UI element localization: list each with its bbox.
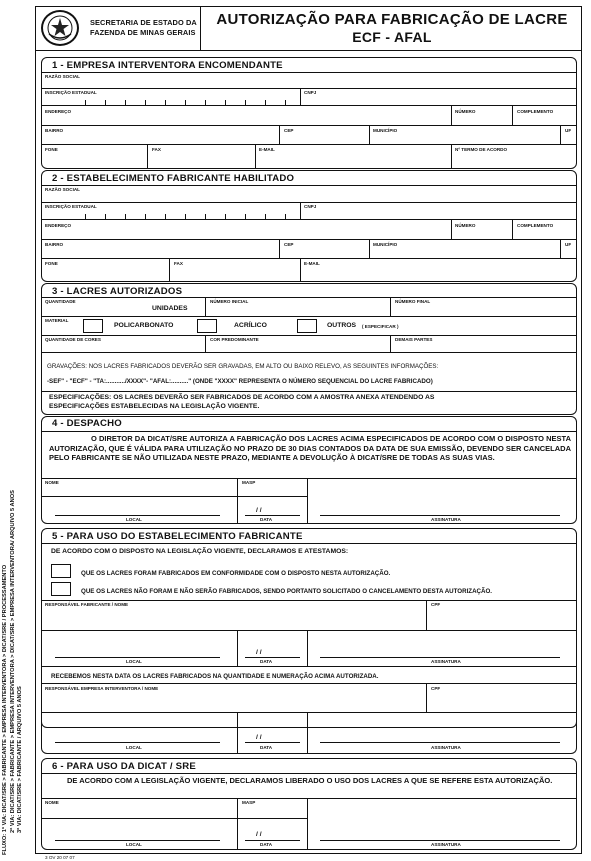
s1-cnpj-label: CNPJ xyxy=(304,90,317,95)
section-5-rule xyxy=(41,543,577,544)
flow-line-1: FLUXO: 1ª VIA: DICAT/SRE > FABRICANTE > EMPRESA INTERVENTORA > DICAT/SRE / PROCESSAMENTO xyxy=(2,564,8,855)
s2-email-label: E-MAIL xyxy=(304,261,320,266)
s1-email-label: E-MAIL xyxy=(259,147,275,152)
s5-resp-fabricante-field[interactable] xyxy=(44,606,422,628)
form-title: AUTORIZAÇÃO PARA FABRICAÇÃO DE LACRE xyxy=(216,11,568,28)
s2-col-line xyxy=(369,239,370,258)
s2-endereco-field[interactable] xyxy=(44,227,448,237)
s2-bairro-field[interactable] xyxy=(44,246,276,256)
s6-col-line xyxy=(307,798,308,850)
s6-local-label: LOCAL xyxy=(126,842,142,847)
s4-masp-label: MASP xyxy=(242,480,256,485)
s1-ie-field[interactable] xyxy=(44,94,298,104)
s3-acrilico-label: ACRÍLICO xyxy=(234,322,267,329)
s2-ie-label: INSCRIÇÃO ESTADUAL xyxy=(45,204,97,209)
s4-assinatura-label: ASSINATURA xyxy=(431,517,461,522)
s4-local-line xyxy=(55,515,220,516)
s6-liberado-text: DE ACORDO COM A LEGISLAÇÃO VIGENTE, DECLARAMOS LIBERADO O USO DOS LACRES A QUE SE REFERE ESTA AUTORIZAÇÃO. xyxy=(67,776,553,785)
s5-opt2-label: QUE OS LACRES NÃO FORAM E NÃO SERÃO FABRICADOS, SENDO PORTANTO SOLICITADO O CANCELAMENTO DESTA AUTORIZAÇÃO. xyxy=(81,588,493,595)
s2-cnpj-field[interactable] xyxy=(303,208,574,218)
s6-assinatura-line xyxy=(320,840,560,841)
s5-resp-interventora-label: RESPONSÁVEL EMPRESA INTERVENTORA / NOME xyxy=(45,686,159,691)
s6-local-line xyxy=(55,840,220,841)
s5-col-line xyxy=(307,712,308,754)
s1-row-line xyxy=(41,105,577,106)
s1-termo-label: Nº TERMO DE ACORDO xyxy=(455,147,508,152)
s5-col-line xyxy=(237,712,238,754)
s1-col-line xyxy=(147,144,148,169)
s6-masp-label: MASP xyxy=(242,800,256,805)
s2-row-line xyxy=(41,258,577,259)
s5-local2-field[interactable] xyxy=(44,716,234,740)
s1-bairro-label: BAIRRO xyxy=(45,128,64,133)
s5-assinatura2-line xyxy=(320,742,560,743)
s3-row-line xyxy=(41,352,577,353)
s3-numero-final-label: NÚMERO FINAL xyxy=(395,299,431,304)
s5-col-line xyxy=(307,630,308,666)
s2-endereco-label: ENDEREÇO xyxy=(45,223,72,228)
section-2-rule xyxy=(41,185,577,186)
s3-qtd-cores-label: QUANTIDADE DE CORES xyxy=(45,337,101,342)
s1-col-line xyxy=(451,105,452,125)
s5-resp-interventora-field[interactable] xyxy=(44,690,422,710)
s5-row-line xyxy=(41,666,577,667)
s3-cor-predominante-label: COR PREDOMINANTE xyxy=(210,337,259,342)
s6-row-line xyxy=(41,798,577,799)
s2-cnpj-label: CNPJ xyxy=(304,204,317,209)
s5-recebemos-text: RECEBEMOS NESTA DATA OS LACRES FABRICADOS NA QUANTIDADE E NUMERAÇÃO ACIMA AUTORIZADA. xyxy=(51,673,379,680)
s5-cpf2-label: CPF xyxy=(431,686,441,691)
s3-codigo-text: -SEF" - "ECF" - "TA:.........../XXXX"- "AFAL:.........." (ONDE "XXXX" REPRESENTA O NÚMERO SEQUENCIAL DO LACRE FABRICADO) xyxy=(47,378,433,385)
s4-masp-field[interactable] xyxy=(240,484,305,494)
s6-assinatura-field[interactable] xyxy=(310,802,574,839)
s5-col-line xyxy=(237,630,238,666)
flow-routing-text xyxy=(2,490,25,855)
s1-fax-label: FAX xyxy=(152,147,161,152)
s1-col-line xyxy=(560,125,561,144)
s5-cpf2-field[interactable] xyxy=(429,690,574,710)
s3-col-line xyxy=(390,297,391,316)
s6-nome-label: NOME xyxy=(45,800,59,805)
s1-row-line xyxy=(41,88,577,89)
s5-assinatura-label: ASSINATURA xyxy=(431,659,461,664)
s4-local-label: LOCAL xyxy=(126,517,142,522)
s2-bairro-label: BAIRRO xyxy=(45,242,64,247)
s4-data-line xyxy=(245,515,300,516)
section-6-title: 6 - PARA USO DA DICAT / SRE xyxy=(52,761,196,772)
s5-local2-label: LOCAL xyxy=(126,745,142,750)
s4-nome-field[interactable] xyxy=(44,484,234,494)
s5-data-label: DATA xyxy=(260,659,273,664)
s5-opt1-label: QUE OS LACRES FORAM FABRICADOS EM CONFORMIDADE COM O DISPOSTO NESTA AUTORIZAÇÃO. xyxy=(81,570,391,577)
s3-gravacoes-text: GRAVAÇÕES: NOS LACRES FABRICADOS DEVERÃO SER GRAVADAS, EM ALTO OU BAIXO RELEVO, AS SEGUINTES INFORMAÇÕES: xyxy=(47,363,439,370)
org-name-line1: SECRETARIA DE ESTADO DA xyxy=(90,18,197,27)
s3-col-line xyxy=(205,335,206,352)
s2-col-line xyxy=(300,258,301,282)
s1-fone-label: FONE xyxy=(45,147,58,152)
s4-date-slashes[interactable]: / / xyxy=(256,507,262,514)
s3-row-line xyxy=(41,316,577,317)
s6-row-line xyxy=(41,818,307,819)
form-subtitle: ECF - AFAL xyxy=(352,29,432,45)
s5-assinatura-line xyxy=(320,657,560,658)
s6-data-line xyxy=(245,840,300,841)
s2-uf-label: UF xyxy=(565,242,572,247)
s2-row-line xyxy=(41,202,577,203)
s5-date-slashes[interactable]: / / xyxy=(256,649,262,656)
s4-assinatura-line xyxy=(320,515,560,516)
s5-row-line xyxy=(41,600,577,601)
s5-local-label: LOCAL xyxy=(126,659,142,664)
org-name-line2: FAZENDA DE MINAS GERAIS xyxy=(90,28,196,37)
s3-col-line xyxy=(205,297,206,316)
s4-despacho-text: O DIRETOR DA DICAT/SRE AUTORIZA A FABRICAÇÃO DOS LACRES ACIMA ESPECIFICADOS DE ACORDO COM O DISPOSTO NESTA AUTORIZAÇÃO, QUE É VÁLIDA PARA UTILIZAÇÃO NO PRAZO DE 30 DIAS CONTADOS DA DATA DE SUA EMISSÃO, DEVENDO SER CANCELADA PELO FABRICANTE SE NÃO UTILIZADA NESTE PRAZO, MEDIANTE A DEVOLUÇÃO À DICAT/SRE DE TODAS AS SUAS VIAS. xyxy=(49,434,571,463)
s1-row-line xyxy=(41,125,577,126)
s5-cpf-field[interactable] xyxy=(429,606,574,628)
s4-data-label: DATA xyxy=(260,517,273,522)
s1-endereco-field[interactable] xyxy=(44,113,448,123)
s1-row-line xyxy=(41,144,577,145)
s5-row-line xyxy=(41,630,577,631)
s1-numero-label: NÚMERO xyxy=(455,109,476,114)
s2-col-line xyxy=(560,239,561,258)
s3-material-label: MATERIAL xyxy=(45,318,69,323)
header-divider xyxy=(35,50,582,51)
s3-outros-label: OUTROS xyxy=(327,322,357,329)
coat-of-arms-icon xyxy=(45,14,75,42)
s3-especificar-label: ( ESPECIFICAR ) xyxy=(362,324,399,329)
s4-assinatura-field[interactable] xyxy=(310,482,574,514)
s1-col-line xyxy=(279,125,280,144)
nao-fabricados-checkbox[interactable] xyxy=(51,582,71,596)
s2-complemento-label: COMPLEMENTO xyxy=(517,223,554,228)
s2-cep-label: CEP xyxy=(284,242,294,247)
section-5-title: 5 - PARA USO DO ESTABELECIMENTO FABRICANTE xyxy=(52,531,303,542)
s1-cnpj-field[interactable] xyxy=(303,94,574,104)
s4-local-field[interactable] xyxy=(44,499,234,513)
section-6-rule xyxy=(41,773,577,774)
s3-demais-partes-label: DEMAIS PARTES xyxy=(395,337,433,342)
s3-col-line xyxy=(390,335,391,352)
outros-checkbox[interactable] xyxy=(297,319,317,333)
acrilico-checkbox[interactable] xyxy=(197,319,217,333)
section-1-rule xyxy=(41,72,577,73)
s5-local-field[interactable] xyxy=(44,634,234,656)
section-2-title: 2 - ESTABELECIMENTO FABRICANTE HABILITADO xyxy=(52,173,295,184)
s2-fax-label: FAX xyxy=(174,261,183,266)
s1-endereco-label: ENDEREÇO xyxy=(45,109,72,114)
s2-razao-social-label: RAZÃO SOCIAL xyxy=(45,187,80,192)
s1-cep-label: CEP xyxy=(284,128,294,133)
s2-razao-social-field[interactable] xyxy=(44,191,574,201)
s4-nome-label: NOME xyxy=(45,480,59,485)
s6-nome-field[interactable] xyxy=(44,804,234,816)
s3-row-line xyxy=(41,335,577,336)
s1-col-line xyxy=(451,144,452,169)
s2-municipio-label: MUNICÍPIO xyxy=(373,242,398,247)
s4-row-line xyxy=(41,496,307,497)
s1-col-line xyxy=(369,125,370,144)
s5-local-line xyxy=(55,657,220,658)
s6-data-label: DATA xyxy=(260,842,273,847)
s6-assinatura-label: ASSINATURA xyxy=(431,842,461,847)
section-1-title: 1 - EMPRESA INTERVENTORA ENCOMENDANTE xyxy=(52,60,283,71)
s5-date2-slashes[interactable]: / / xyxy=(256,734,262,741)
s3-especificacoes-line2: ESPECIFICAÇÕES ESTABELECIDAS NA LEGISLAÇÃO VIGENTE. xyxy=(49,403,260,410)
s1-ie-label: INSCRIÇÃO ESTADUAL xyxy=(45,90,97,95)
s2-fone-label: FONE xyxy=(45,261,58,266)
s5-assinatura2-field[interactable] xyxy=(310,716,574,740)
state-coat-of-arms-logo xyxy=(41,10,79,46)
s5-data2-line xyxy=(245,742,300,743)
s5-local2-line xyxy=(55,742,220,743)
s3-especificacoes-line1: ESPECIFICAÇÕES: OS LACRES DEVERÃO SER FABRICADOS DE ACORDO COM A AMOSTRA ANEXA ATENDENDO AS xyxy=(49,394,435,401)
s4-col-line xyxy=(307,478,308,524)
s5-col-line xyxy=(426,683,427,712)
s1-uf-label: UF xyxy=(565,128,572,133)
s5-assinatura-field[interactable] xyxy=(310,634,574,656)
s1-col-line xyxy=(512,105,513,125)
header-divider-vertical xyxy=(200,6,201,50)
s1-col-line xyxy=(300,88,301,105)
s3-policarbonato-label: POLICARBONATO xyxy=(114,322,174,329)
section-3-title: 3 - LACRES AUTORIZADOS xyxy=(52,286,183,297)
s4-col-line xyxy=(237,478,238,496)
s2-col-line xyxy=(169,258,170,282)
s1-col-line xyxy=(255,144,256,169)
flow-line-2: 2ª VIA: DICAT/SRE > FABRICANTE > EMPRESA INTERVENTORA > DICAT/SRE > EMPRESA INTERVENTORA/ ARQUIVO 5 ANOS xyxy=(9,490,16,833)
s6-col-line xyxy=(237,798,238,850)
s6-masp-field[interactable] xyxy=(240,804,305,816)
s5-declaramos-text: DE ACORDO COM O DISPOSTO NA LEGISLAÇÃO VIGENTE, DECLARAMOS E ATESTAMOS: xyxy=(51,548,349,555)
fabricados-checkbox[interactable] xyxy=(51,564,71,578)
s1-razao-social-label: RAZÃO SOCIAL xyxy=(45,74,80,79)
s5-data-line xyxy=(245,657,300,658)
s1-complemento-label: COMPLEMENTO xyxy=(517,109,554,114)
s2-col-line xyxy=(451,219,452,239)
section-4-title: 4 - DESPACHO xyxy=(52,418,122,429)
s5-resp-fabricante-label: RESPONSÁVEL FABRICANTE / NOME xyxy=(45,602,129,607)
s2-ie-field[interactable] xyxy=(44,208,298,218)
s5-row-line xyxy=(41,683,577,684)
s2-numero-label: NÚMERO xyxy=(455,223,476,228)
s1-bairro-field[interactable] xyxy=(44,132,276,142)
s1-razao-social-field[interactable] xyxy=(44,78,574,88)
policarbonato-checkbox[interactable] xyxy=(83,319,103,333)
s2-col-line xyxy=(300,202,301,219)
s2-col-line xyxy=(512,219,513,239)
section-4-rule xyxy=(41,431,577,432)
s6-local-field[interactable] xyxy=(44,821,234,839)
s3-numero-inicial-label: NÚMERO INICIAL xyxy=(210,299,249,304)
s6-date-slashes[interactable]: / / xyxy=(256,831,262,838)
form-code: 3 OV 20 07 07 xyxy=(45,855,75,860)
flow-line-3: 3ª VIA: DICAT/SRE > FABRICANTE / ARQUIVO 5 ANOS xyxy=(17,686,24,833)
s4-row-line xyxy=(41,478,577,479)
s5-data2-label: DATA xyxy=(260,745,273,750)
s5-cpf-label: CPF xyxy=(431,602,441,607)
s3-unidades-label: UNIDADES xyxy=(152,305,188,312)
s4-col-line xyxy=(237,496,238,524)
s5-assinatura2-label: ASSINATURA xyxy=(431,745,461,750)
s3-quantidade-label: QUANTIDADE xyxy=(45,299,76,304)
s2-row-line xyxy=(41,219,577,220)
s2-row-line xyxy=(41,239,577,240)
s3-row-line xyxy=(41,391,577,392)
section-3-rule xyxy=(41,297,577,298)
s5-col-line xyxy=(426,600,427,630)
s2-col-line xyxy=(279,239,280,258)
s1-municipio-label: MUNICÍPIO xyxy=(373,128,398,133)
